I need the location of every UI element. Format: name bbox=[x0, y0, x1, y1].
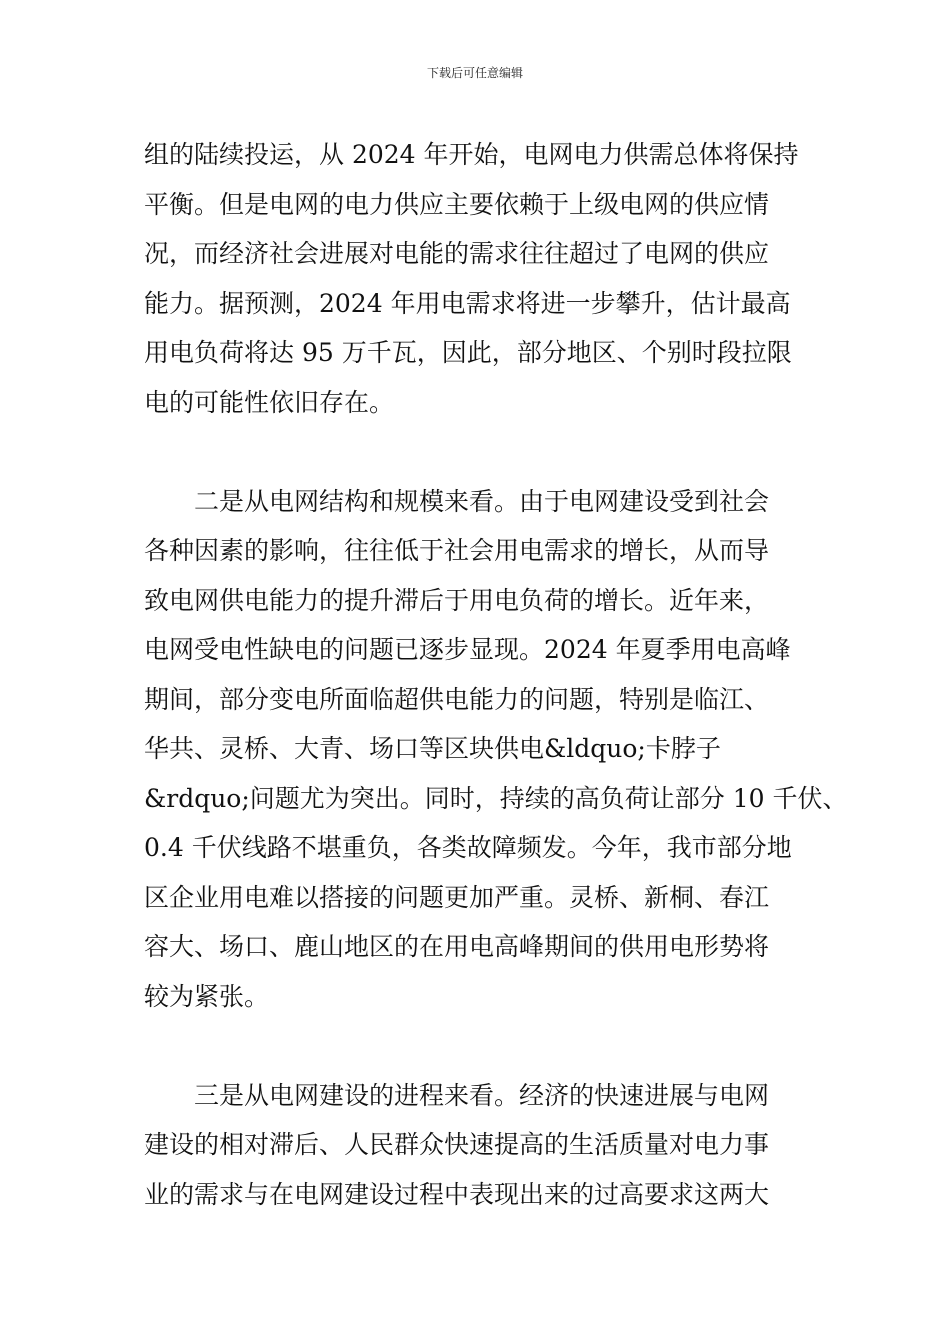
paragraph bbox=[144, 1071, 816, 1220]
paragraph-gap bbox=[144, 1021, 816, 1071]
text-line: 三是从电网建设的进程来看。经济的快速进展与电网 bbox=[194, 1080, 770, 1110]
paragraph bbox=[144, 130, 816, 427]
text-line: 电网受电性缺电的问题已逐步显现。2024 年夏季用电高峰 bbox=[144, 635, 791, 664]
text-line: 0.4 千伏线路不堪重负，各类故障频发。今年，我市部分地 bbox=[144, 833, 792, 862]
page-header: 下载后可任意编辑 bbox=[426, 66, 523, 80]
text-line: 期间，部分变电所面临超供电能力的问题，特别是临江、 bbox=[144, 684, 770, 714]
text-line: 二是从电网结构和规模来看。由于电网建设受到社会 bbox=[194, 486, 770, 516]
text-line: 各种因素的影响，往往低于社会用电需求的增长，从而导 bbox=[144, 536, 770, 565]
text-line: 组的陆续投运，从 2024 年开始，电网电力供需总体将保持 bbox=[144, 140, 799, 169]
text-line: 较为紧张。 bbox=[144, 981, 270, 1011]
text-line: 华共、灵桥、大青、场口等区块供电&ldquo;卡脖子 bbox=[144, 734, 721, 763]
text-line: 平衡。但是电网的电力供应主要依赖于上级电网的供应情 bbox=[144, 189, 770, 219]
paragraph bbox=[144, 477, 848, 1022]
text-line: 致电网供电能力的提升滞后于用电负荷的增长。近年来， bbox=[144, 585, 770, 615]
text-line: &rdquo;问题尤为突出。同时，持续的高负荷让部分 10 千伏、 bbox=[144, 783, 848, 813]
text-line: 建设的相对滞后、人民群众快速提高的生活质量对电力事 bbox=[144, 1130, 770, 1159]
text-line: 区企业用电难以搭接的问题更加严重。灵桥、新桐、春江 bbox=[144, 882, 770, 912]
paragraph-gap bbox=[144, 427, 816, 477]
text-line: 容大、场口、鹿山地区的在用电高峰期间的供用电形势将 bbox=[144, 932, 770, 961]
text-line: 用电负荷将达 95 万千瓦，因此，部分地区、个别时段拉限 bbox=[144, 338, 792, 367]
text-line: 电的可能性依旧存在。 bbox=[144, 387, 395, 417]
document-body bbox=[144, 130, 848, 1219]
text-line: 况，而经济社会进展对电能的需求往往超过了电网的供应 bbox=[144, 239, 770, 268]
text-line: 业的需求与在电网建设过程中表现出来的过高要求这两大 bbox=[144, 1179, 770, 1209]
text-line: 能力。据预测，2024 年用电需求将进一步攀升，估计最高 bbox=[144, 288, 791, 318]
